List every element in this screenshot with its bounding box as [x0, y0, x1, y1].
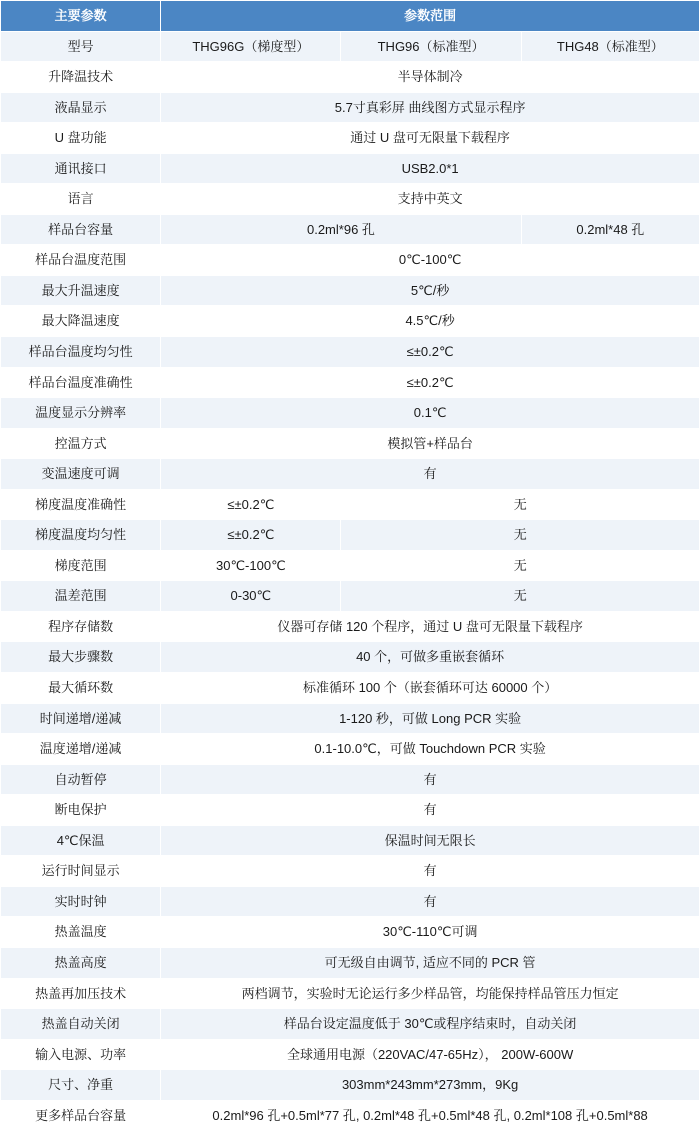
row-value: 有	[161, 856, 700, 887]
row-value: 0℃-100℃	[161, 245, 700, 276]
header-parameter-range: 参数范围	[161, 1, 700, 32]
row-value: USB2.0*1	[161, 153, 700, 184]
row-label: 样品台容量	[1, 214, 161, 245]
row-value: 两档调节，实验时无论运行多少样品管，均能保持样品管压力恒定	[161, 978, 700, 1009]
row-label: 样品台温度范围	[1, 245, 161, 276]
row-value: 40 个，可做多重嵌套循环	[161, 642, 700, 673]
row-value: 通过 U 盘可无限量下载程序	[161, 123, 700, 154]
table-row	[1, 62, 700, 93]
row-value: 0.1℃	[161, 398, 700, 429]
table-row	[1, 184, 700, 215]
row-value: 1-120 秒，可做 Long PCR 实验	[161, 703, 700, 734]
row-label: 样品台温度均匀性	[1, 337, 161, 368]
row-value: 全球通用电源（220VAC/47-65Hz）， 200W-600W	[161, 1039, 700, 1070]
table-row	[1, 1100, 700, 1131]
row-value: 有	[161, 459, 700, 490]
row-label: 控温方式	[1, 428, 161, 459]
row-label: 程序存储数	[1, 611, 161, 642]
row-value: 0.1-10.0℃，可做 Touchdown PCR 实验	[161, 734, 700, 765]
row-value: 样品台设定温度低于 30℃或程序结束时，自动关闭	[161, 1009, 700, 1040]
table-row	[1, 886, 700, 917]
table-row	[1, 306, 700, 337]
row-label: 温差范围	[1, 581, 161, 612]
table-row	[1, 550, 700, 581]
row-value: 支持中英文	[161, 184, 700, 215]
table-row	[1, 31, 700, 62]
row-label: 尺寸、净重	[1, 1070, 161, 1101]
row-value: 有	[161, 795, 700, 826]
table-row	[1, 245, 700, 276]
row-value-a: 30℃-100℃	[161, 550, 341, 581]
row-label: 最大循环数	[1, 673, 161, 704]
row-label: 最大升温速度	[1, 275, 161, 306]
row-label: 温度显示分辨率	[1, 398, 161, 429]
table-row	[1, 703, 700, 734]
row-label: 通讯接口	[1, 153, 161, 184]
row-value-b: 无	[341, 550, 700, 581]
table-row	[1, 642, 700, 673]
row-label: 时间递增/递减	[1, 703, 161, 734]
row-value: 标准循环 100 个（嵌套循环可达 60000 个）	[161, 673, 700, 704]
model-value-2: THG48（标准型）	[521, 31, 699, 62]
table-row	[1, 825, 700, 856]
row-value-a: 0.2ml*96 孔	[161, 214, 521, 245]
table-row	[1, 1009, 700, 1040]
row-value: 30℃-110℃可调	[161, 917, 700, 948]
row-label: 梯度温度均匀性	[1, 520, 161, 551]
table-row	[1, 337, 700, 368]
table-row	[1, 123, 700, 154]
table-row	[1, 611, 700, 642]
row-label: 升降温技术	[1, 62, 161, 93]
row-value: 模拟管+样品台	[161, 428, 700, 459]
row-label: 最大步骤数	[1, 642, 161, 673]
table-body	[1, 31, 700, 1131]
row-value: 有	[161, 886, 700, 917]
row-label: 变温速度可调	[1, 459, 161, 490]
row-value-a: 0-30℃	[161, 581, 341, 612]
table-header	[1, 1, 700, 32]
row-value: 0.2ml*96 孔+0.5ml*77 孔, 0.2ml*48 孔+0.5ml*48 孔, 0.2ml*108 孔+0.5ml*88	[161, 1100, 700, 1131]
header-row	[1, 1, 700, 32]
row-label: 自动暂停	[1, 764, 161, 795]
row-label: 语言	[1, 184, 161, 215]
row-value-a: ≤±0.2℃	[161, 520, 341, 551]
row-label: 4℃保温	[1, 825, 161, 856]
row-label: 热盖高度	[1, 947, 161, 978]
table-row	[1, 795, 700, 826]
row-label: 液晶显示	[1, 92, 161, 123]
row-value: 4.5℃/秒	[161, 306, 700, 337]
table-row	[1, 214, 700, 245]
row-value: 5.7寸真彩屏 曲线图方式显示程序	[161, 92, 700, 123]
row-label: 温度递增/递减	[1, 734, 161, 765]
row-value: 5℃/秒	[161, 275, 700, 306]
table-row	[1, 734, 700, 765]
table-row	[1, 153, 700, 184]
row-label: 输入电源、功率	[1, 1039, 161, 1070]
row-label: 热盖温度	[1, 917, 161, 948]
row-label: 实时时钟	[1, 886, 161, 917]
row-value: ≤±0.2℃	[161, 337, 700, 368]
row-label: 运行时间显示	[1, 856, 161, 887]
header-main-parameter: 主要参数	[1, 1, 161, 32]
row-label: 热盖自动关闭	[1, 1009, 161, 1040]
table-row	[1, 367, 700, 398]
row-label: U 盘功能	[1, 123, 161, 154]
row-label: 热盖再加压技术	[1, 978, 161, 1009]
model-value-0: THG96G（梯度型）	[161, 31, 341, 62]
row-value-b: 无	[341, 520, 700, 551]
table-row	[1, 947, 700, 978]
table-row	[1, 398, 700, 429]
row-value: ≤±0.2℃	[161, 367, 700, 398]
row-value-b: 无	[341, 581, 700, 612]
row-label: 梯度范围	[1, 550, 161, 581]
table-row	[1, 673, 700, 704]
row-label: 样品台温度准确性	[1, 367, 161, 398]
table-row	[1, 275, 700, 306]
table-row	[1, 92, 700, 123]
table-row	[1, 917, 700, 948]
table-row	[1, 489, 700, 520]
row-value: 可无级自由调节, 适应不同的 PCR 管	[161, 947, 700, 978]
row-value: 303mm*243mm*273mm，9Kg	[161, 1070, 700, 1101]
row-value: 有	[161, 764, 700, 795]
table-row	[1, 520, 700, 551]
row-value: 半导体制冷	[161, 62, 700, 93]
table-row	[1, 856, 700, 887]
row-label: 最大降温速度	[1, 306, 161, 337]
table-row	[1, 1070, 700, 1101]
row-value: 仪器可存储 120 个程序，通过 U 盘可无限量下载程序	[161, 611, 700, 642]
row-value-a: ≤±0.2℃	[161, 489, 341, 520]
row-label: 梯度温度准确性	[1, 489, 161, 520]
table-row	[1, 581, 700, 612]
model-value-1: THG96（标准型）	[341, 31, 521, 62]
row-label: 更多样品台容量	[1, 1100, 161, 1131]
table-row	[1, 428, 700, 459]
row-label: 型号	[1, 31, 161, 62]
row-label: 断电保护	[1, 795, 161, 826]
table-row	[1, 764, 700, 795]
row-value-b: 0.2ml*48 孔	[521, 214, 699, 245]
table-row	[1, 1039, 700, 1070]
row-value-b: 无	[341, 489, 700, 520]
table-row	[1, 978, 700, 1009]
row-value: 保温时间无限长	[161, 825, 700, 856]
table-row	[1, 459, 700, 490]
